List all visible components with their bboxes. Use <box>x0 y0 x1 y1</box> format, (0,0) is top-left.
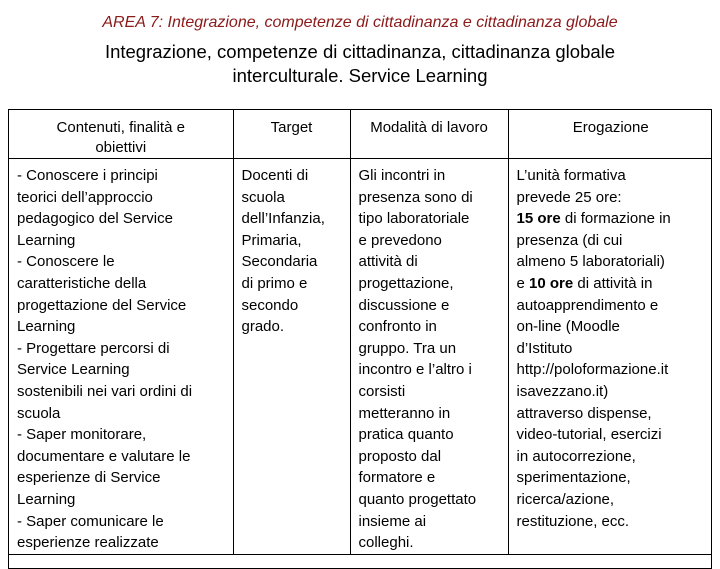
cell-line: grado. <box>241 318 285 336</box>
header-text: Contenuti, finalità e <box>56 119 185 136</box>
hours-bold: 10 ore <box>529 274 574 292</box>
cell-erogazione <box>508 159 712 555</box>
cell-line: attività di <box>358 253 418 271</box>
main-title-line: interculturale. Service Learning <box>232 65 488 86</box>
table-row <box>9 159 712 555</box>
cell-line: colleghi. <box>358 534 414 552</box>
hours-bold: 15 ore <box>516 210 561 228</box>
cell-line: incontro e l’altro i <box>358 361 472 379</box>
cell-line: prevede 25 ore: <box>516 188 622 206</box>
cell-line: progettazione del Service <box>17 296 187 314</box>
course-table <box>9 110 712 555</box>
cell-line: Gli incontri in <box>358 167 446 184</box>
cell-line: gruppo. Tra un <box>358 339 457 357</box>
cell-line: confronto in <box>358 318 437 336</box>
cell-line: teorici dell’approccio <box>17 188 153 206</box>
cell-line: - Saper comunicare le <box>17 512 164 530</box>
moodle-link[interactable]: http://poloformazione.it <box>516 361 669 379</box>
cell-line: presenza sono di <box>358 188 473 206</box>
cell-line: corsisti <box>358 382 406 400</box>
header-contenuti <box>9 110 233 159</box>
cell-line <box>517 208 708 230</box>
cell-line: sperimentazione, <box>516 469 631 487</box>
cell-line: e prevedono <box>358 231 442 249</box>
cell-line: documentare e valutare le <box>17 447 191 465</box>
cell-line: Service Learning <box>17 361 130 379</box>
cell-line: almeno 5 laboratoriali) <box>516 253 665 271</box>
cell-line: L’unità formativa <box>516 167 626 184</box>
cell-text: di attività in <box>573 274 653 292</box>
header-target <box>233 110 350 159</box>
cell-target <box>233 159 350 555</box>
cell-line: discussione e <box>358 296 450 314</box>
cell-line: ricerca/azione, <box>516 490 615 508</box>
cell-line: - Progettare percorsi di <box>17 339 170 357</box>
cell-line: Docenti di <box>241 167 309 184</box>
cell-line: caratteristiche della <box>17 274 147 292</box>
main-title-line: Integrazione, competenze di cittadinanza, cittadinanza globale <box>104 41 616 62</box>
cell-line: d’Istituto <box>516 339 573 357</box>
cell-contenuti <box>9 159 233 555</box>
cell-line: presenza (di cui <box>516 231 623 249</box>
cell-line: Learning <box>17 490 76 508</box>
cell-line <box>517 273 708 295</box>
cell-text: e <box>516 274 530 292</box>
cell-line: sostenibili nei vari ordini di <box>17 382 193 400</box>
cell-line: tipo laboratoriale <box>358 210 470 228</box>
cell-line: metteranno in <box>358 404 451 422</box>
header-text: obiettivi <box>95 139 147 156</box>
header-text: Target <box>270 119 313 136</box>
cell-line: esperienze di Service <box>17 469 161 487</box>
cell-line: in autocorrezione, <box>516 447 636 465</box>
cell-line: Primaria, <box>241 231 302 249</box>
cell-line: attraverso dispense, <box>516 404 652 422</box>
cell-line: Learning <box>17 318 76 336</box>
cell-modalita <box>350 159 508 555</box>
cell-line: pedagogico del Service <box>17 210 173 228</box>
cell-line: di primo e <box>241 274 308 292</box>
cell-line: proposto dal <box>358 447 442 465</box>
cell-line: progettazione, <box>358 274 454 292</box>
cell-line: - Saper monitorare, <box>17 426 147 444</box>
moodle-link[interactable]: isavezzano.it) <box>516 382 609 400</box>
table-header-row <box>9 110 712 159</box>
header-erogazione <box>508 110 712 159</box>
header-text: Erogazione <box>572 119 649 136</box>
cell-line: restituzione, ecc. <box>516 512 630 530</box>
cell-line: secondo <box>241 296 299 314</box>
cell-line: on-line (Moodle <box>516 318 620 336</box>
area-title: AREA 7: Integrazione, competenze di cittadinanza e cittadinanza globale <box>102 14 618 31</box>
cell-line: Secondaria <box>241 253 318 271</box>
cell-line: dell’Infanzia, <box>241 210 325 228</box>
cell-line: Learning <box>17 231 76 249</box>
header-modalita <box>350 110 508 159</box>
cell-line: insieme ai <box>358 512 427 530</box>
cell-line: esperienze realizzate <box>17 534 159 552</box>
cell-line: - Conoscere i principi <box>17 167 158 184</box>
cell-text: di formazione in <box>560 210 671 228</box>
cell-line: formatore e <box>358 469 436 487</box>
cell-line: - Conoscere le <box>17 253 115 271</box>
header-text: Modalità di lavoro <box>370 119 488 136</box>
cell-line: scuola <box>241 188 285 206</box>
cell-line: video-tutorial, esercizi <box>516 426 662 444</box>
cell-line: scuola <box>17 404 61 422</box>
cell-line: pratica quanto <box>358 426 454 444</box>
main-title <box>0 40 720 88</box>
course-table-frame <box>8 109 712 569</box>
cell-line: autoapprendimento e <box>516 296 659 314</box>
cell-line: quanto progettato <box>358 490 477 508</box>
